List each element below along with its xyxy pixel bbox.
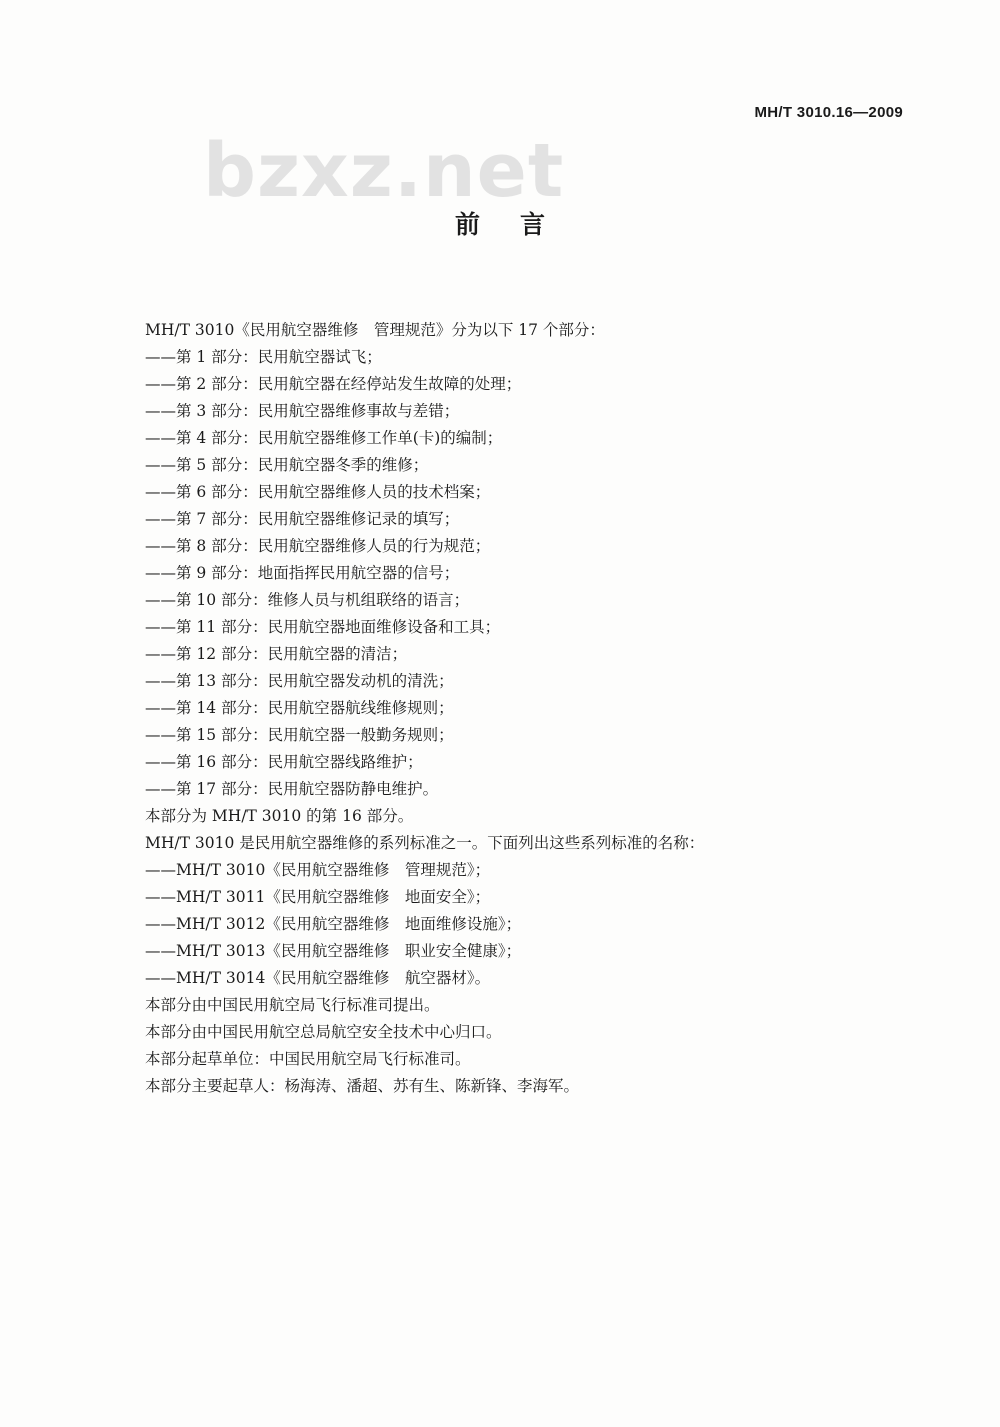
text-line: ——第 1 部分：民用航空器试飞；	[145, 348, 382, 366]
watermark: bzxz.net	[203, 128, 565, 214]
text-line: ——第 7 部分：民用航空器维修记录的填写；	[145, 510, 460, 528]
text-line: 本部分为 MH/T 3010 的第 16 部分。	[145, 807, 414, 825]
text-line: 本部分由中国民用航空局飞行标准司提出。	[145, 996, 440, 1014]
standard-code: MH/T 3010.16—2009	[754, 104, 903, 121]
text-line: 本部分主要起草人：杨海涛、潘超、苏有生、陈新锋、李海军。	[145, 1077, 580, 1095]
text-line: ——第 13 部分：民用航空器发动机的清洗；	[145, 672, 454, 690]
text-line: ——第 11 部分：民用航空器地面维修设备和工具；	[145, 618, 501, 636]
text-line: ——第 9 部分：地面指挥民用航空器的信号；	[145, 564, 460, 582]
text-line: ——第 10 部分：维修人员与机组联络的语言；	[145, 591, 470, 609]
text-line: MH/T 3010《民用航空器维修 管理规范》分为以下 17 个部分：	[145, 321, 605, 339]
text-line: ——MH/T 3011《民用航空器维修 地面安全》；	[145, 888, 491, 906]
text-line: ——第 6 部分：民用航空器维修人员的技术档案；	[145, 483, 491, 501]
text-line: ——MH/T 3012《民用航空器维修 地面维修设施》；	[145, 915, 522, 933]
text-line: ——第 3 部分：民用航空器维修事故与差错；	[145, 402, 460, 420]
page-title: 前言	[454, 210, 585, 239]
text-line: ——第 17 部分：民用航空器防静电维护。	[145, 780, 439, 798]
text-line: ——第 8 部分：民用航空器维修人员的行为规范；	[145, 537, 491, 555]
text-line: ——第 5 部分：民用航空器冬季的维修；	[145, 456, 429, 474]
text-line: MH/T 3010 是民用航空器维修的系列标准之一。下面列出这些系列标准的名称：	[145, 834, 705, 852]
text-line: ——第 15 部分：民用航空器一般勤务规则；	[145, 726, 454, 744]
text-line: 本部分起草单位：中国民用航空局飞行标准司。	[145, 1050, 471, 1068]
text-line: ——第 16 部分：民用航空器线路维护；	[145, 753, 423, 771]
text-line: ——第 4 部分：民用航空器维修工作单(卡)的编制；	[145, 429, 503, 447]
text-line: 本部分由中国民用航空总局航空安全技术中心归口。	[145, 1023, 502, 1041]
text-line: ——第 14 部分：民用航空器航线维修规则；	[145, 699, 454, 717]
text-line: ——MH/T 3013《民用航空器维修 职业安全健康》；	[145, 942, 522, 960]
text-line: ——第 2 部分：民用航空器在经停站发生故障的处理；	[145, 375, 522, 393]
text-line: ——MH/T 3014《民用航空器维修 航空器材》。	[145, 969, 491, 987]
text-line: ——MH/T 3010《民用航空器维修 管理规范》；	[145, 861, 491, 879]
document-body	[145, 317, 845, 1100]
text-line: ——第 12 部分：民用航空器的清洁；	[145, 645, 408, 663]
